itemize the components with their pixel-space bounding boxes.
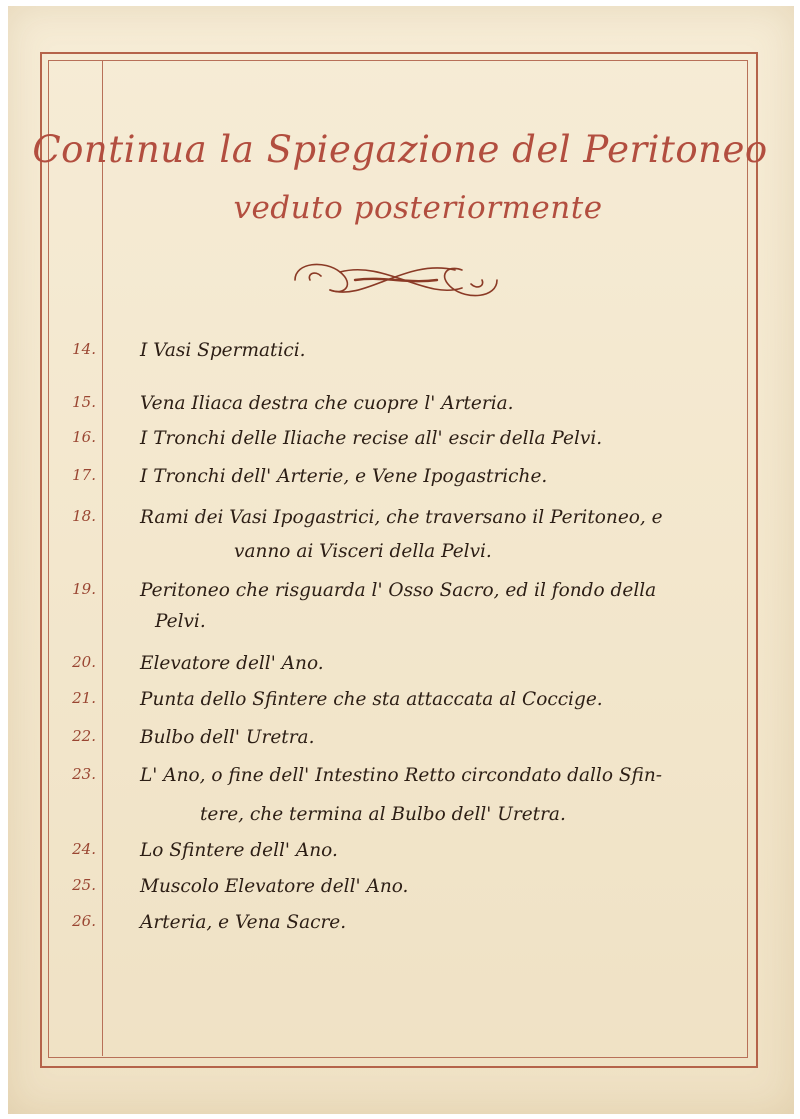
entry-text: Muscolo Elevatore dell' Ano.: [140, 876, 409, 897]
entry-number: 18.: [72, 507, 96, 525]
entry-text: L' Ano, o fine dell' Intestino Retto circondato dallo Sfin-: [140, 765, 663, 786]
entry-text: Lo Sfintere dell' Ano.: [140, 840, 338, 861]
entry-text: I Tronchi delle Iliache recise all' escir della Pelvi.: [140, 428, 603, 449]
calligraphic-flourish-icon: [285, 250, 507, 310]
entry-number: 26.: [72, 912, 96, 930]
entry-text: Bulbo dell' Uretra.: [140, 727, 315, 748]
entry-text: Peritoneo che risguarda l' Osso Sacro, ed il fondo della: [140, 580, 657, 601]
entry-text-continuation: vanno ai Visceri della Pelvi.: [234, 541, 492, 562]
entry-number: 23.: [72, 765, 96, 783]
entry-number: 21.: [72, 689, 96, 707]
entry-text: I Vasi Spermatici.: [140, 340, 306, 361]
entry-number: 16.: [72, 428, 96, 446]
entry-text-continuation: tere, che termina al Bulbo dell' Uretra.: [200, 804, 566, 825]
entry-text: Elevatore dell' Ano.: [140, 653, 324, 674]
entry-text: Vena Iliaca destra che cuopre l' Arteria.: [140, 393, 514, 414]
entry-text: I Tronchi dell' Arterie, e Vene Ipogastriche.: [140, 466, 548, 487]
entry-number: 14.: [72, 340, 96, 358]
entry-number: 25.: [72, 876, 96, 894]
page-subtitle: veduto posteriormente: [233, 190, 603, 226]
entry-number: 15.: [72, 393, 96, 411]
entry-number: 24.: [72, 840, 96, 858]
entry-text: Rami dei Vasi Ipogastrici, che traversano il Peritoneo, e: [140, 507, 663, 528]
entry-number: 22.: [72, 727, 96, 745]
entry-text: Arteria, e Vena Sacre.: [140, 912, 347, 933]
entry-number: 19.: [72, 580, 96, 598]
entry-text-continuation: Pelvi.: [155, 611, 206, 632]
entry-number: 20.: [72, 653, 96, 671]
page-title: Continua la Spiegazione del Peritoneo: [32, 128, 768, 171]
entry-number: 17.: [72, 466, 96, 484]
entry-text: Punta dello Sfintere che sta attaccata al Coccige.: [140, 689, 603, 710]
